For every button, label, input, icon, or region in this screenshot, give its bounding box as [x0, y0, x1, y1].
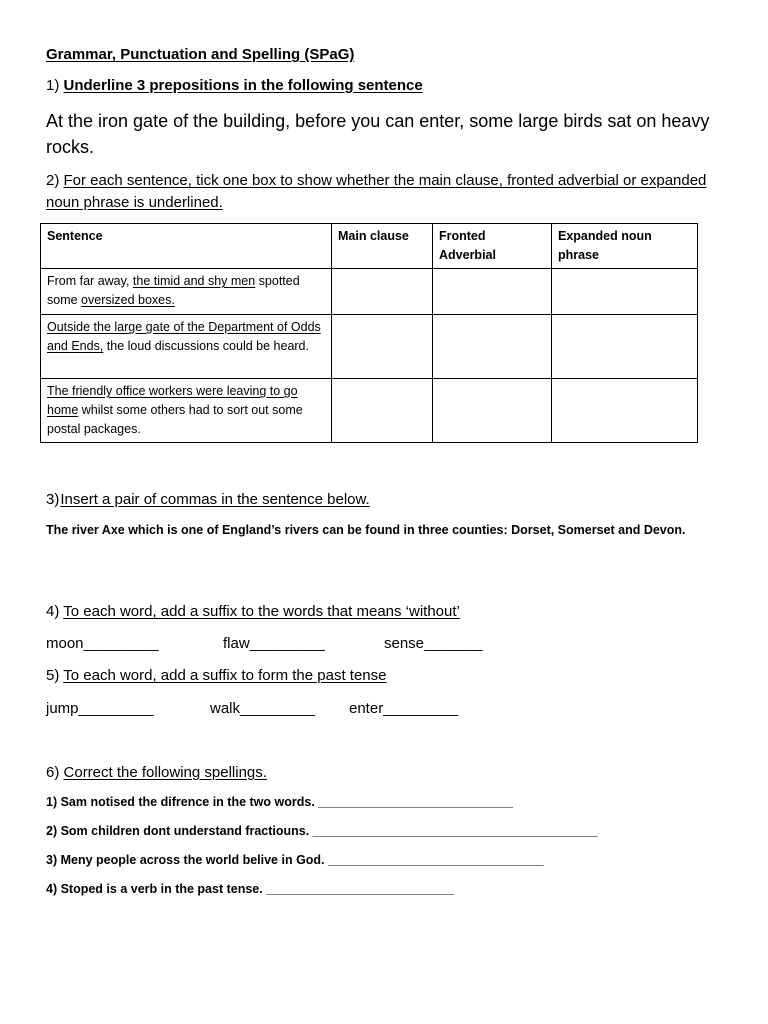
tick-box-fronted-adverbial[interactable] — [433, 269, 552, 315]
question-1-number: 1) — [46, 77, 60, 94]
table-row — [41, 269, 698, 315]
suffix-blank-walk[interactable]: walk_________ — [210, 700, 316, 717]
question-4-heading — [46, 603, 460, 620]
spelling-item-3[interactable]: 3) Meny people across the world belive in God. _______________________________ — [46, 853, 544, 867]
suffix-blank-jump[interactable]: jump_________ — [46, 700, 154, 717]
tick-box-expanded-noun-phrase[interactable] — [552, 379, 698, 443]
tick-box-main-clause[interactable] — [332, 269, 433, 315]
question-5-heading — [46, 667, 387, 684]
question-2-number: 2) — [46, 172, 60, 189]
tick-box-expanded-noun-phrase[interactable] — [552, 269, 698, 315]
header-expanded-noun-phrase: Expanded noun phrase — [552, 224, 698, 269]
spelling-item-4[interactable]: 4) Stoped is a verb in the past tense. ___________________________ — [46, 882, 454, 896]
header-fronted-adverbial: Fronted Adverbial — [433, 224, 552, 269]
question-6-instruction: Correct the following spellings. — [63, 764, 267, 781]
suffix-blank-enter[interactable]: enter_________ — [349, 700, 459, 717]
question-3-number: 3) — [46, 491, 60, 508]
tick-box-expanded-noun-phrase[interactable] — [552, 315, 698, 379]
suffix-blank-sense[interactable]: sense_______ — [384, 635, 483, 652]
question-2-instruction: For each sentence, tick one box to show whether the main clause, fronted adverbial or expanded noun phrase is underlined. — [46, 172, 707, 211]
spelling-item-1[interactable]: 1) Sam notised the difrence in the two words. ____________________________ — [46, 795, 513, 809]
question-3-sentence[interactable]: The river Axe which is one of England’s rivers can be found in three counties: Dorset, Somerset and Devon. — [46, 523, 686, 537]
suffix-blank-moon[interactable]: moon_________ — [46, 635, 159, 652]
tick-box-fronted-adverbial[interactable] — [433, 379, 552, 443]
header-main-clause: Main clause — [332, 224, 433, 269]
suffix-blank-flaw[interactable]: flaw_________ — [223, 635, 325, 652]
sentence-cell: From far away, the timid and shy men spotted some oversized boxes. — [41, 269, 332, 315]
question-3-heading — [46, 491, 370, 508]
question-5-number: 5) — [46, 667, 60, 684]
table-row — [41, 379, 698, 443]
tick-box-main-clause[interactable] — [332, 379, 433, 443]
question-4-instruction: To each word, add a suffix to the words that means ‘without’ — [63, 603, 460, 620]
question-4-number: 4) — [46, 603, 60, 620]
worksheet-title: Grammar, Punctuation and Spelling (SPaG) — [46, 46, 355, 63]
question-6-heading — [46, 764, 267, 781]
question-1-instruction: Underline 3 prepositions in the following sentence — [63, 77, 423, 94]
sentence-cell: The friendly office workers were leaving to go home whilst some others had to sort out some postal packages. — [41, 379, 332, 443]
spelling-item-2[interactable]: 2) Som children dont understand fractiouns. _________________________________________ — [46, 824, 598, 838]
sentence-cell: Outside the large gate of the Department of Odds and Ends, the loud discussions could be heard. — [41, 315, 332, 379]
question-2-heading — [46, 170, 736, 214]
tick-box-fronted-adverbial[interactable] — [433, 315, 552, 379]
header-sentence: Sentence — [41, 224, 332, 269]
table-header-row — [41, 224, 698, 269]
clause-tick-table — [40, 223, 698, 443]
question-6-number: 6) — [46, 764, 60, 781]
tick-box-main-clause[interactable] — [332, 315, 433, 379]
table-row — [41, 315, 698, 379]
question-3-instruction: Insert a pair of commas in the sentence below. — [60, 491, 370, 508]
question-5-instruction: To each word, add a suffix to form the past tense — [63, 667, 387, 684]
question-1-heading — [46, 77, 423, 94]
question-1-sentence[interactable]: At the iron gate of the building, before you can enter, some large birds sat on heavy rocks. — [46, 111, 710, 157]
